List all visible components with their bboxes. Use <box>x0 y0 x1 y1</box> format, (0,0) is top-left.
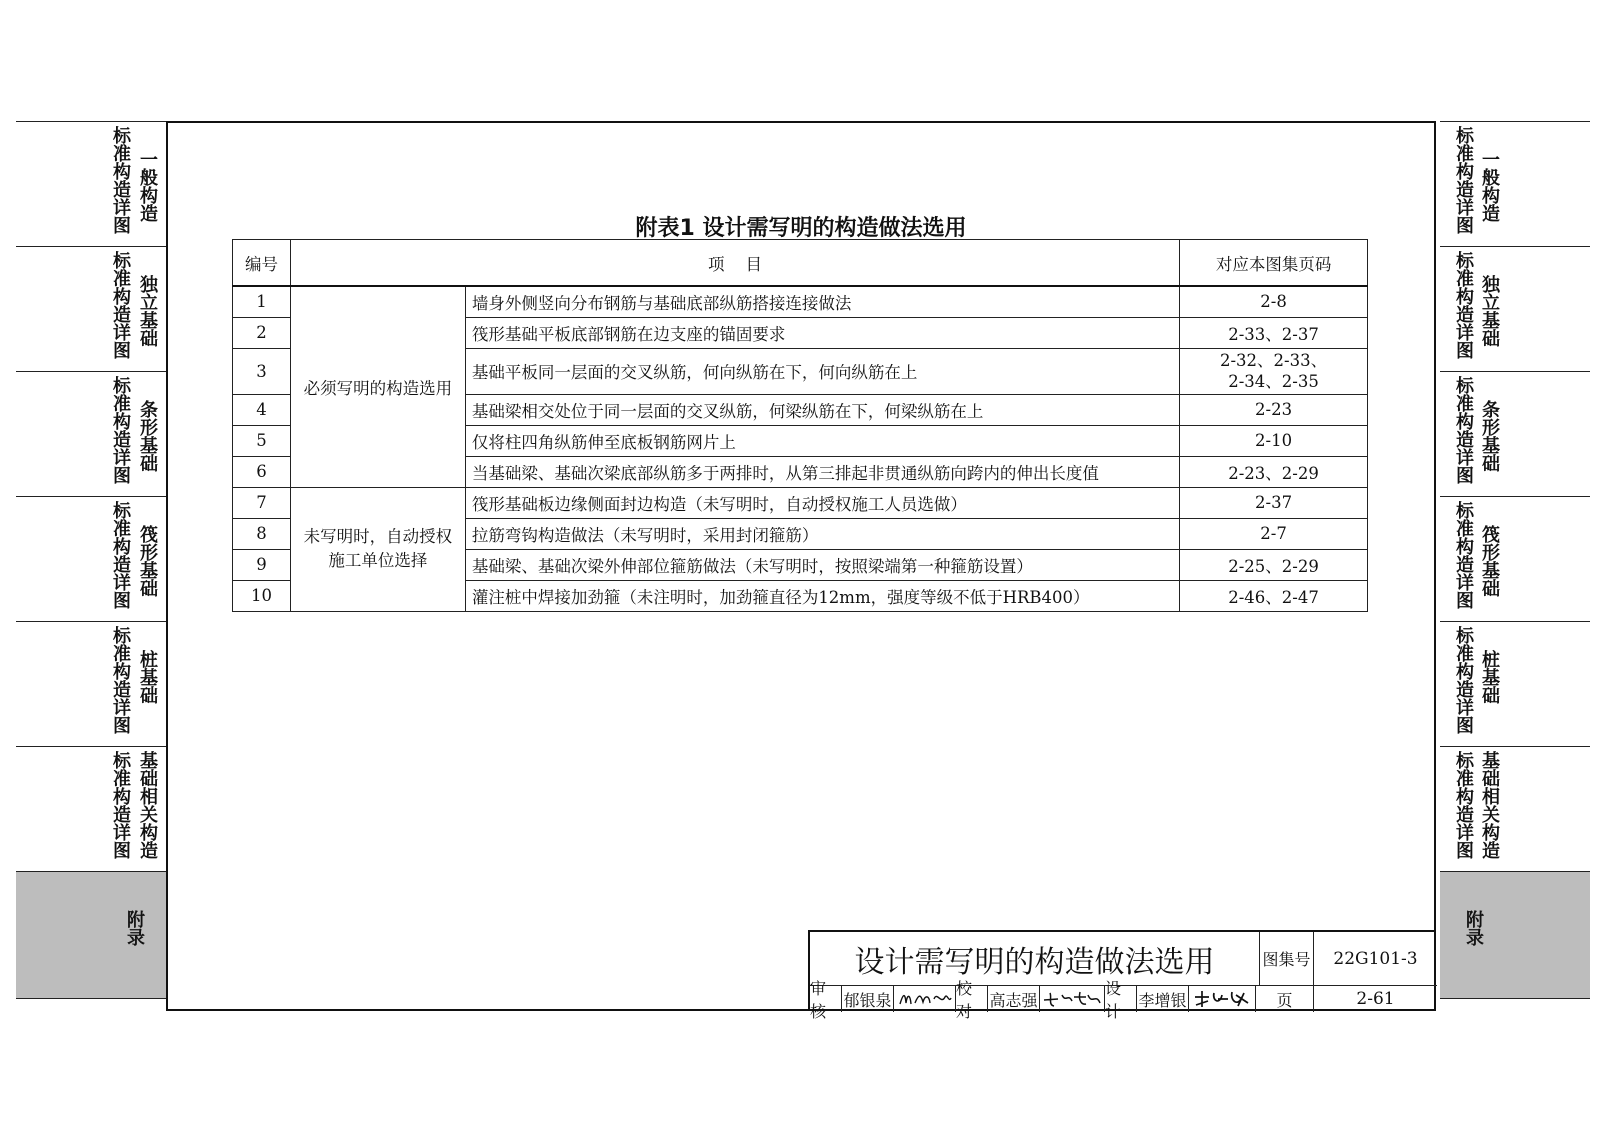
title-block <box>808 930 1435 1021</box>
side-tab-pile <box>16 621 166 746</box>
side-tab-col1: 标准构造详图 <box>1453 751 1474 859</box>
side-tab-col1: 标准构造详图 <box>1453 376 1474 484</box>
row-item: 当基础梁、基础次梁底部纵筋多于两排时，从第三排起非贯通纵筋向跨内的伸出长度值 <box>465 456 1179 487</box>
row-item: 基础平板同一层面的交叉纵筋，何向纵筋在下，何向纵筋在上 <box>465 348 1179 394</box>
row-no: 8 <box>233 518 291 549</box>
row-no: 5 <box>233 425 291 456</box>
side-tab-col1: 附录 <box>1463 910 1484 946</box>
side-tab-col2: 筏形基础 <box>137 525 158 597</box>
reviewer-signature-icon <box>897 989 953 1009</box>
side-tab-col1: 标准构造详图 <box>110 501 131 609</box>
side-tab-strip <box>1440 371 1590 496</box>
right-side-tabs <box>1440 121 1590 999</box>
page-number: 2-61 <box>1356 989 1395 1009</box>
group-required: 必须写明的构造选用 <box>290 286 465 487</box>
row-item: 筏形基础平板底部钢筋在边支座的锚固要求 <box>465 317 1179 348</box>
row-page-line2: 2-34、2-35 <box>1228 372 1319 391</box>
side-tab-col1: 标准构造详图 <box>110 626 131 734</box>
side-tab-col1: 标准构造详图 <box>1453 126 1474 234</box>
side-tab-col2: 基础相关构造 <box>1479 751 1500 859</box>
page-label: 页 <box>1256 986 1314 1012</box>
row-no: 2 <box>233 317 291 348</box>
row-no: 9 <box>233 549 291 580</box>
row-no: 7 <box>233 487 291 518</box>
atlas-number: 22G101-3 <box>1314 932 1437 986</box>
side-tab-col2: 条形基础 <box>137 400 158 472</box>
row-item: 拉筋弯钩构造做法（未写明时，采用封闭箍筋） <box>465 518 1179 549</box>
row-no: 10 <box>233 580 291 611</box>
side-tab-col1: 标准构造详图 <box>110 751 131 859</box>
header-item: 项 目 <box>290 240 1179 287</box>
side-tab-col1: 标准构造详图 <box>110 376 131 484</box>
row-no: 6 <box>233 456 291 487</box>
group-authorized-line1: 未写明时，自动授权 <box>303 527 453 546</box>
left-side-tabs <box>16 121 166 999</box>
side-tab-related <box>1440 746 1590 871</box>
side-tab-col2: 筏形基础 <box>1479 525 1500 597</box>
side-tab-col1: 标准构造详图 <box>110 126 131 234</box>
side-tab-col1: 附录 <box>124 910 145 946</box>
table-header-row <box>233 240 1368 287</box>
signature-row <box>810 979 1437 1021</box>
row-item: 基础梁、基础次梁外伸部位箍筋做法（未写明时，按照梁端第一种箍筋设置） <box>465 549 1179 580</box>
side-tab-appendix <box>16 871 166 999</box>
side-tab-appendix <box>1440 871 1590 999</box>
checker-signature-icon <box>1042 989 1102 1009</box>
check-label: 校对 <box>956 986 988 1012</box>
table-title: 附表1 设计需写明的构造做法选用 <box>635 216 967 241</box>
designer-signature <box>1189 986 1256 1012</box>
header-no: 编号 <box>233 240 291 287</box>
side-tab-col2: 基础相关构造 <box>137 751 158 859</box>
row-page: 2-46、2-47 <box>1180 580 1368 611</box>
side-tab-col1: 标准构造详图 <box>110 251 131 359</box>
side-tab-raft <box>16 496 166 621</box>
side-tab-col2: 一般构造 <box>1479 150 1500 222</box>
side-tab-col2: 桩基础 <box>137 650 158 704</box>
checker-signature <box>1040 986 1105 1012</box>
designer-name: 李增银 <box>1137 986 1189 1012</box>
checker-name: 高志强 <box>988 986 1040 1012</box>
row-page: 2-25、2-29 <box>1180 549 1368 580</box>
side-tab-isolated <box>16 246 166 371</box>
row-item: 筏形基础板边缘侧面封边构造（未写明时，自动授权施工人员选做） <box>465 487 1179 518</box>
atlas-label: 图集号 <box>1260 932 1314 986</box>
row-item: 基础梁相交处位于同一层面的交叉纵筋，何梁纵筋在下，何梁纵筋在上 <box>465 394 1179 425</box>
header-page: 对应本图集页码 <box>1180 240 1368 287</box>
row-page: 2-10 <box>1180 425 1368 456</box>
drawing-title: 设计需写明的构造做法选用 <box>810 932 1260 986</box>
side-tab-col2: 独立基础 <box>1479 275 1500 347</box>
side-tab-col2: 条形基础 <box>1479 400 1500 472</box>
review-label: 审核 <box>810 986 842 1012</box>
row-item: 墙身外侧竖向分布钢筋与基础底部纵筋搭接连接做法 <box>465 286 1179 317</box>
reviewer-signature <box>894 986 956 1012</box>
side-tab-col1: 标准构造详图 <box>1453 251 1474 359</box>
row-no: 4 <box>233 394 291 425</box>
row-page: 2-7 <box>1180 518 1368 549</box>
side-tab-general <box>1440 121 1590 246</box>
side-tab-isolated <box>1440 246 1590 371</box>
construction-options-table <box>232 239 1368 612</box>
row-page <box>1180 348 1368 394</box>
row-page: 2-37 <box>1180 487 1368 518</box>
row-no: 1 <box>233 286 291 317</box>
reviewer-name: 郁银泉 <box>842 986 894 1012</box>
table-row <box>233 286 1368 317</box>
side-tab-general <box>16 121 166 246</box>
row-page-line1: 2-32、2-33、 <box>1219 351 1328 370</box>
row-page: 2-23 <box>1180 394 1368 425</box>
side-tab-col1: 标准构造详图 <box>1453 626 1474 734</box>
designer-signature-icon <box>1192 989 1252 1009</box>
design-label: 设计 <box>1105 986 1137 1012</box>
table-row <box>233 487 1368 518</box>
side-tab-strip <box>16 371 166 496</box>
side-tab-col1: 标准构造详图 <box>1453 501 1474 609</box>
group-authorized <box>290 487 465 611</box>
side-tab-pile <box>1440 621 1590 746</box>
side-tab-raft <box>1440 496 1590 621</box>
drawing-frame <box>166 121 1436 1021</box>
row-page: 2-33、2-37 <box>1180 317 1368 348</box>
side-tab-col2: 独立基础 <box>137 275 158 347</box>
group-authorized-line2: 施工单位选择 <box>328 551 428 570</box>
row-page: 2-23、2-29 <box>1180 456 1368 487</box>
row-no: 3 <box>233 348 291 394</box>
row-item: 灌注桩中焊接加劲箍（未注明时，加劲箍直径为12mm，强度等级不低于HRB400） <box>465 580 1179 611</box>
row-page: 2-8 <box>1180 286 1368 317</box>
side-tab-col2: 桩基础 <box>1479 650 1500 704</box>
row-item: 仅将柱四角纵筋伸至底板钢筋网片上 <box>465 425 1179 456</box>
side-tab-related <box>16 746 166 871</box>
side-tab-col2: 一般构造 <box>137 150 158 222</box>
